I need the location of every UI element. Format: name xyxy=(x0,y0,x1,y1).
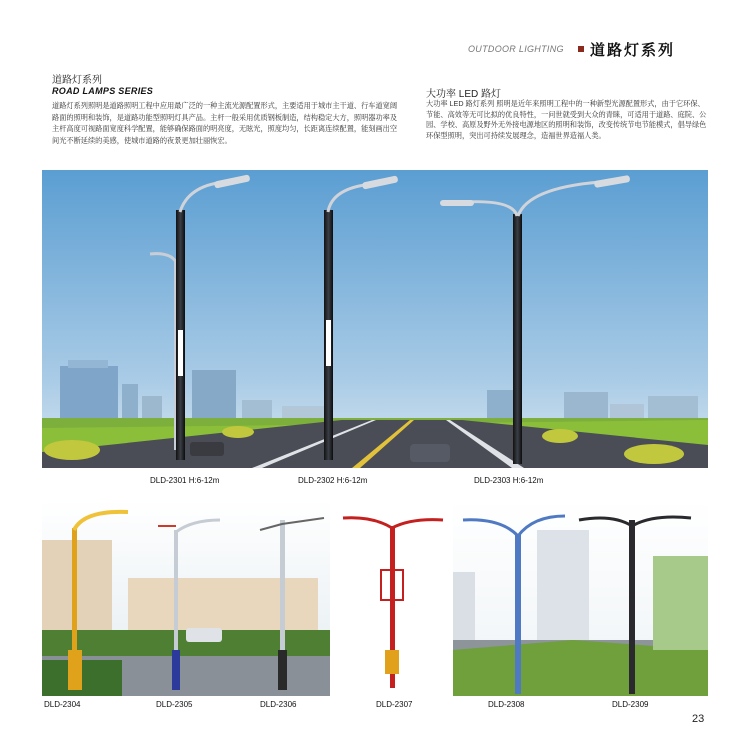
lamp-photo-2304-2306 xyxy=(42,500,330,696)
section-marker-square xyxy=(578,46,584,52)
road-scene-photo xyxy=(42,170,708,468)
caption-height: H:6-12m xyxy=(512,476,544,485)
caption-model: DLD-2302 xyxy=(298,476,335,485)
caption-dld-2302 xyxy=(298,476,367,485)
caption-dld-2303 xyxy=(474,476,543,485)
lamp-photo-2308-2309 xyxy=(453,500,708,696)
caption-dld-2301 xyxy=(150,476,219,485)
caption-dld-2308: DLD-2308 xyxy=(488,700,525,709)
caption-model: DLD-2301 xyxy=(150,476,187,485)
road-lamps-title-cn: 道路灯系列 xyxy=(52,75,102,86)
page-number: 23 xyxy=(692,713,705,725)
led-lamps-title: 大功率 LED 路灯 xyxy=(426,89,502,100)
road-lamps-title-en: ROAD LAMPS SERIES xyxy=(52,86,154,96)
caption-model: DLD-2303 xyxy=(474,476,511,485)
caption-dld-2304: DLD-2304 xyxy=(44,700,81,709)
led-lamps-description: 大功率 LED 路灯系列 照明是近年来照明工程中的一种新型光源配置形式，由于它环保、节能、高效等无可比拟的优良特性，一问世就受到大众的青睐，可适用于道路、庭院、公园、学校、高原及野外无外接电源地区的照明和装饰，改变传统节电节能模式，倡导绿色环保型照明，突出可持续发展理念，造福世界造福人类。 xyxy=(426,99,707,140)
section-label-en: OUTDOOR LIGHTING xyxy=(468,44,564,54)
lamp-photo-2307 xyxy=(333,500,451,696)
caption-dld-2305: DLD-2305 xyxy=(156,700,193,709)
section-label-cn: 道路灯系列 xyxy=(590,42,676,59)
caption-dld-2309: DLD-2309 xyxy=(612,700,649,709)
caption-dld-2306: DLD-2306 xyxy=(260,700,297,709)
road-lamps-description: 道路灯系列照明是道路照明工程中应用最广泛的一种主流光源配置形式，主要适用于城市主干道、行车道宽阔路面的照明和装饰，是道路功能型照明灯具产品。主杆一般采用优质钢板制造，结构稳定大方，照明器功率及主杆高度可视路面宽度科学配置，能够确保路面的明亮度，无眩光，照度均匀，长距离连续配置，能刻画出空间光不断延续的美感，使城市道路的夜景更加壮丽恢宏。 xyxy=(52,101,398,145)
caption-height: H:6-12m xyxy=(336,476,368,485)
caption-dld-2307: DLD-2307 xyxy=(376,700,413,709)
caption-height: H:6-12m xyxy=(188,476,220,485)
